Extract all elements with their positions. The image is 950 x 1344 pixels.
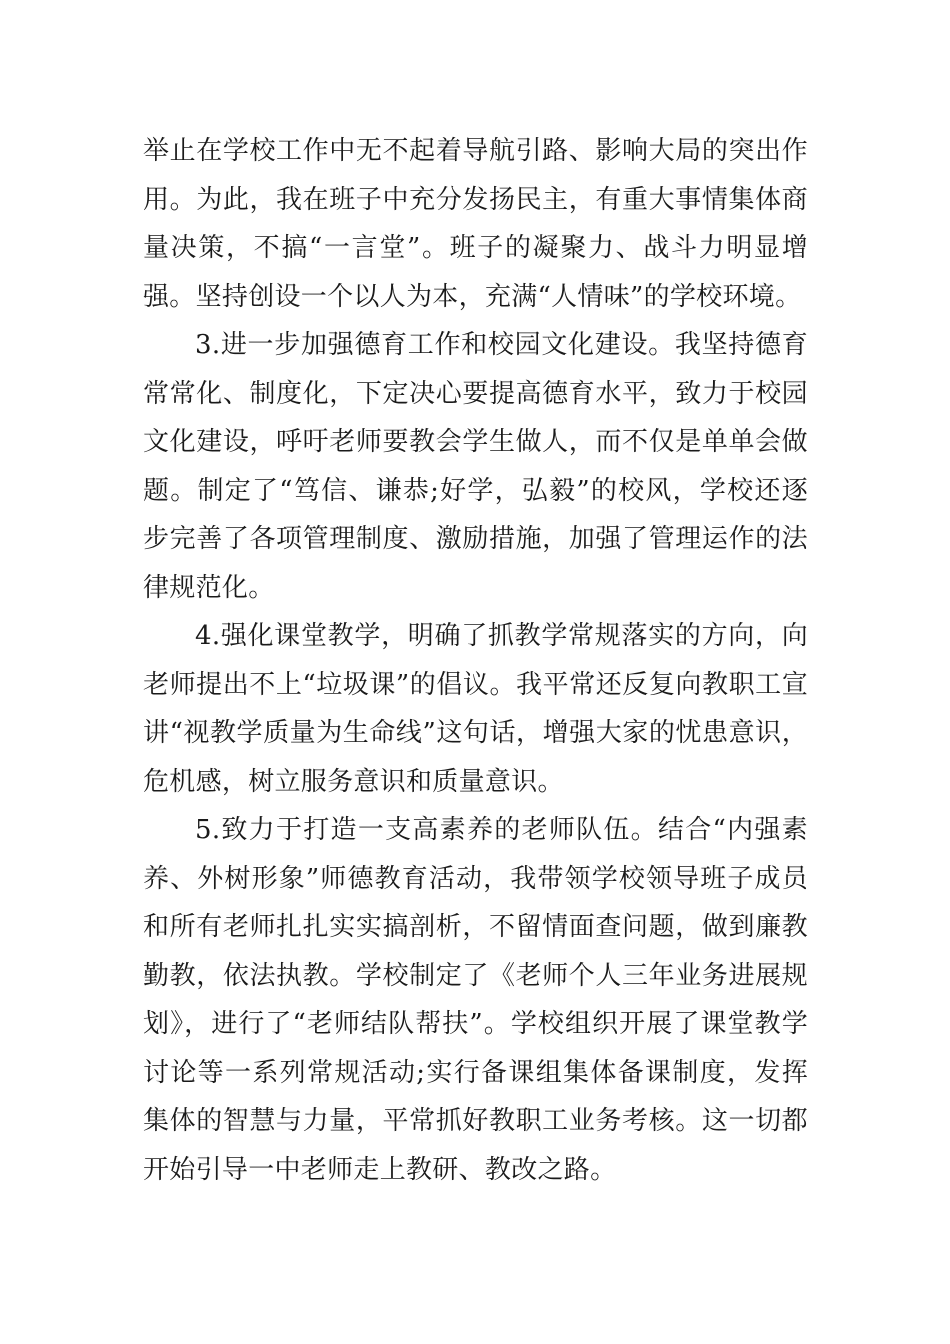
paragraph-continuation: 举止在学校工作中无不起着导航引路、影响大局的突出作用。为此，我在班子中充分发扬民主，有重大事情集体商量决策，不搞“一言堂”。班子的凝聚力、战斗力明显增强。坚持创设一个以人为本，充满“人情味”的学校环境。 xyxy=(143,136,808,312)
paragraph-classroom-teaching: 4.强化课堂教学，明确了抓教学常规落实的方向，向老师提出不上“垃圾课”的倡议。我平常还反复向教职工宣讲“视教学质量为生命线”这句话，增强大家的忧患意识，危机感，树立服务意识和质量意识。 xyxy=(143,621,808,797)
paragraph-moral-education: 3.进一步加强德育工作和校园文化建设。我坚持德育常常化、制度化，下定决心要提高德育水平，致力于校园文化建设，呼吁老师要教会学生做人，而不仅是单单会做题。制定了“笃信、谦恭;好学，弘毅”的校风，学校还逐步完善了各项管理制度、激励措施，加强了管理运作的法律规范化。 xyxy=(143,330,808,603)
document-page xyxy=(143,127,808,1194)
paragraph-teacher-team: 5.致力于打造一支高素养的老师队伍。结合“内强素养、外树形象”师德教育活动，我带领学校领导班子成员和所有老师扎扎实实搞剖析，不留情面查问题，做到廉教勤教，依法执教。学校制定了《老师个人三年业务进展规划》，进行了“老师结队帮扶”。学校组织开展了课堂教学讨论等一系列常规活动;实行备课组集体备课制度，发挥集体的智慧与力量，平常抓好教职工业务考核。这一切都开始引导一中老师走上教研、教改之路。 xyxy=(143,815,808,1185)
